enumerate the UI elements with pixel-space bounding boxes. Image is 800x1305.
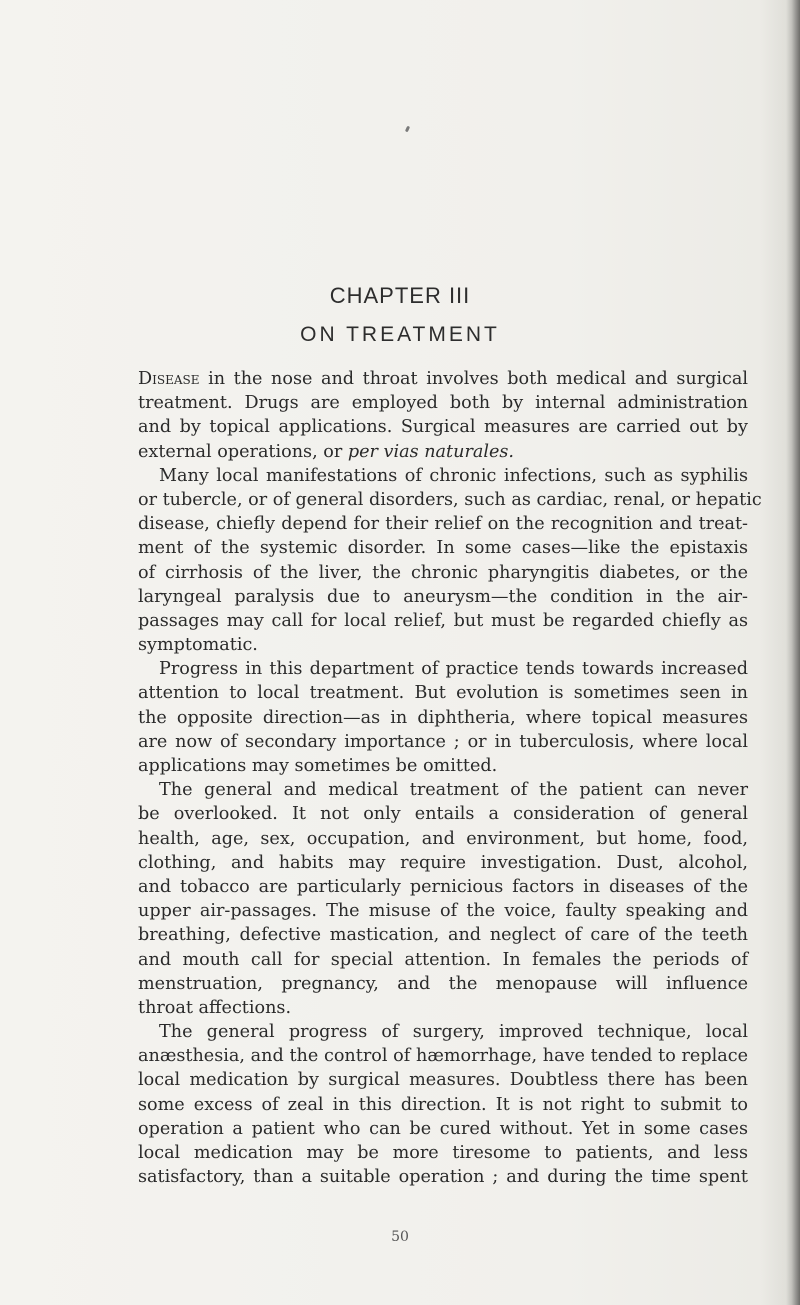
text-line: some excess of zeal in this direction. It is not right to submit to: [138, 1094, 748, 1115]
body-text: [138, 367, 762, 1189]
text-line: passages may call for local relief, but must be regarded chiefly as: [138, 610, 748, 631]
text-line: Many local manifestations of chronic infections, such as syphilis: [159, 465, 748, 486]
text-line: Disease in the nose and throat involves both medical and surgical: [138, 369, 748, 389]
text-line: disease, chiefly depend for their relief on the recognition and treat-: [138, 514, 748, 535]
text-line: of cirrhosis of the liver, the chronic pharyngitis diabetes, or the: [138, 562, 748, 583]
text-line: health, age, sex, occupation, and environment, but home, food,: [138, 828, 748, 849]
text-line: attention to local treatment. But evolution is sometimes seen in: [138, 683, 748, 704]
text-line: The general progress of surgery, improved technique, local: [159, 1022, 748, 1043]
text-line: are now of secondary importance ; or in tuberculosis, where local: [138, 731, 748, 752]
text-line: breathing, defective mastication, and neglect of care of the teeth: [138, 925, 748, 946]
text-line: The general and medical treatment of the patient can never: [159, 780, 748, 801]
text-line: ment of the systemic disorder. In some cases—like the epistaxis: [138, 538, 748, 559]
text-line: local medication by surgical measures. Doubtless there has been: [138, 1070, 748, 1091]
text-line: be overlooked. It not only entails a consideration of general: [138, 804, 748, 825]
ink-speck: [405, 126, 410, 133]
page-number: 50: [391, 1229, 409, 1245]
text-line: operation a patient who can be cured without. Yet in some cases: [138, 1118, 748, 1139]
drop-word: Disease: [138, 369, 200, 389]
chapter-title: CHAPTER III: [329, 283, 471, 308]
section-heading: ON TREATMENT: [300, 323, 500, 346]
text-line: treatment. Drugs are employed both by internal administration: [138, 393, 748, 414]
text-line: and by topical applications. Surgical measures are carried out by: [138, 417, 748, 438]
text-line: upper air-passages. The misuse of the voice, faulty speaking and: [138, 901, 748, 922]
text-line: [138, 440, 748, 464]
text-line: and tobacco are particularly pernicious factors in diseases of the: [138, 876, 748, 897]
latin-phrase: per vias naturales.: [347, 441, 515, 462]
text-line: Progress in this department of practice tends towards increased: [159, 659, 748, 680]
text-line: the opposite direction—as in diphtheria, where topical measures: [138, 707, 748, 728]
text-line: and mouth call for special attention. In females the periods of: [138, 949, 748, 970]
text-line: laryngeal paralysis due to aneurysm—the condition in the air-: [138, 586, 748, 607]
page-edge-shadow: [786, 0, 800, 1305]
text-line-start: external operations, or: [138, 441, 348, 462]
text-line: or tubercle, or of general disorders, such as cardiac, renal, or hepatic: [138, 489, 762, 510]
text-line: satisfactory, than a suitable operation ; and during the time spent: [138, 1167, 748, 1188]
text-line: menstruation, pregnancy, and the menopause will influence: [138, 973, 748, 994]
text-line: clothing, and habits may require investigation. Dust, alcohol,: [138, 852, 748, 873]
text-line: throat affections.: [138, 997, 292, 1018]
text-line: symptomatic.: [138, 635, 258, 656]
text-line: anæsthesia, and the control of hæmorrhage, have tended to replace: [138, 1046, 748, 1067]
text-line: local medication may be more tiresome to patients, and less: [138, 1143, 748, 1163]
text-line: applications may sometimes be omitted.: [138, 756, 498, 776]
